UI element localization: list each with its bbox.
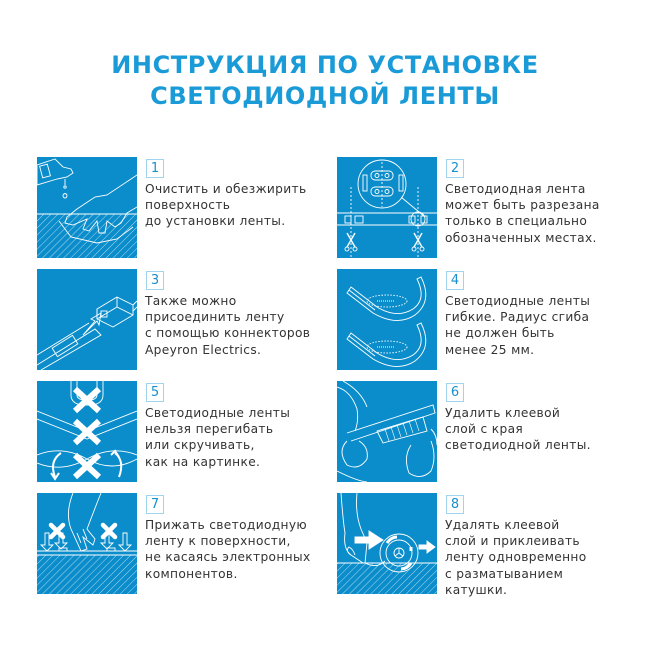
step-2 [337,157,637,259]
step-text: Также можно присоединить ленту с помощью коннекторов Apeyron Electrics. [145,294,311,357]
title-line-2: СВЕТОДИОДНОЙ ЛЕНТЫ [150,82,500,110]
step-number: 6 [446,383,464,402]
step-7 [37,493,337,595]
step-4 [337,269,637,371]
step-text: Очистить и обезжирить поверхность до установки ленты. [145,182,307,229]
step-8 [337,493,637,595]
step-number: 2 [446,159,464,178]
step-text: Прижать светодиодную ленту к поверхности, не касаясь электронных компонентов. [145,518,311,581]
title-line-1: ИНСТРУКЦИЯ ПО УСТАНОВКЕ [111,51,539,79]
step-text: Светодиодные ленты нельзя перегибать или скручивать, как на картинке. [145,406,291,469]
step-6 [337,381,637,483]
step-text: Удалять клеевой слой и приклеивать ленту одновременно с разматыванием катушки. [445,518,587,597]
step-text: Светодиодная лента может быть разрезана только в специально обозначенных местах. [445,182,600,245]
step-number: 5 [146,383,164,402]
step-text: Светодиодные ленты гибкие. Радиус сгиба не должен быть менее 25 мм. [445,294,591,357]
clean-surface-icon [37,157,137,258]
step-3 [37,269,337,371]
cut-marks-icon [337,157,437,258]
no-bend-twist-icon [37,381,137,482]
press-strip-icon [37,493,137,594]
step-number: 8 [446,495,464,514]
step-number: 1 [146,159,164,178]
step-number: 7 [146,495,164,514]
connector-icon [37,269,137,370]
step-5 [37,381,337,483]
page-title [0,50,650,112]
step-1 [37,157,337,259]
unwind-reel-icon [337,493,437,594]
peel-adhesive-icon [337,381,437,482]
step-number: 4 [446,271,464,290]
step-number: 3 [146,271,164,290]
bend-radius-icon [337,269,437,370]
step-text: Удалить клеевой слой с края светодиодной ленты. [445,406,591,453]
